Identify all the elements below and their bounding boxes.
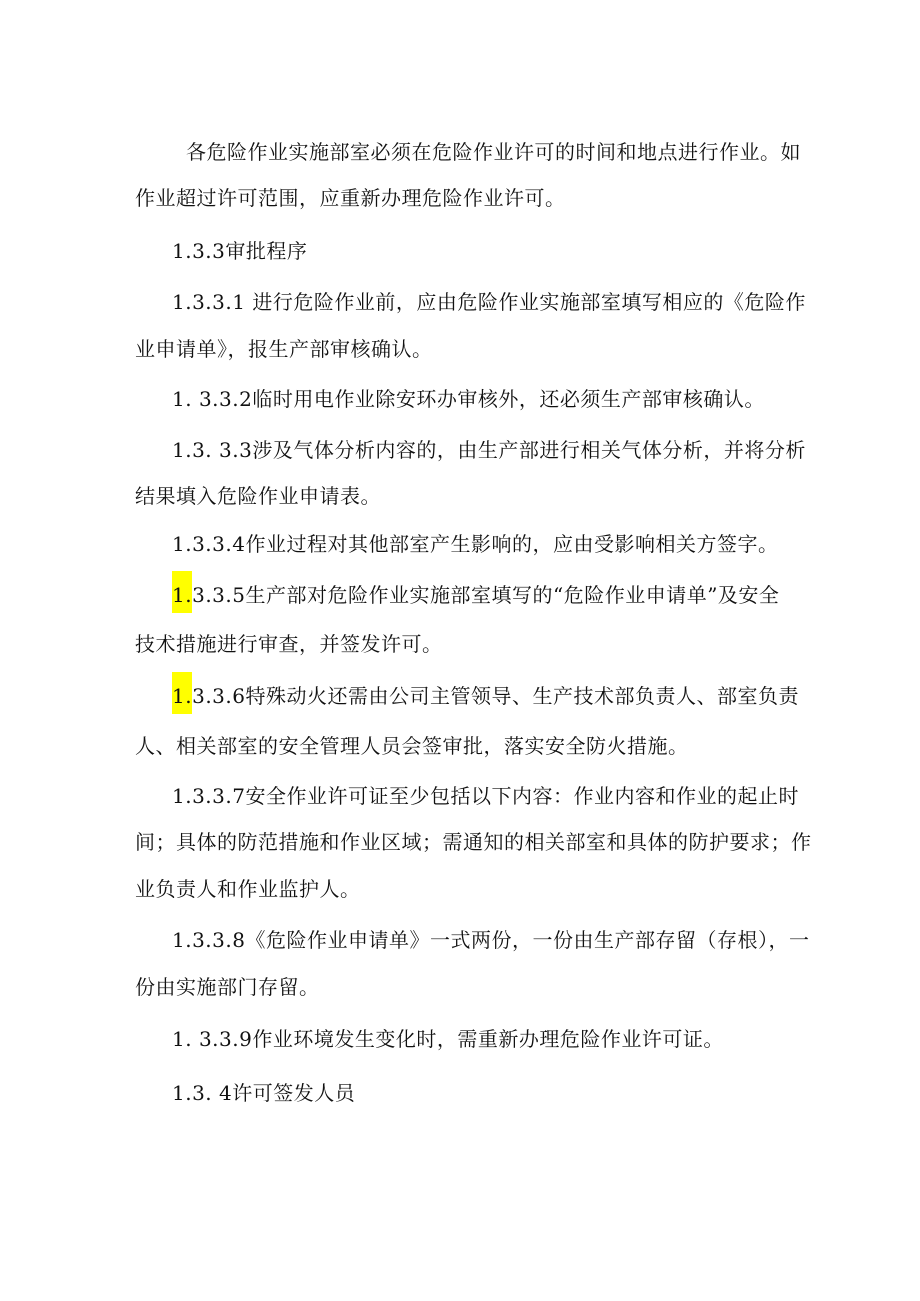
item-1-3-3-4: 1.3.3.4作业过程对其他部室产生影响的，应由受影响相关方签字。 xyxy=(172,532,779,556)
item-1-3-3-1-line-2: 业申请单》，报生产部审核确认。 xyxy=(135,337,433,361)
paragraph-line-1: 各危险作业实施部室必须在危险作业许可的时间和地点进行作业。如 xyxy=(186,140,801,164)
highlighted-text-marker: 1. xyxy=(172,672,192,714)
item-1-3-3-5-line-2: 技术措施进行审查，并签发许可。 xyxy=(135,632,443,656)
item-1-3-3-1-line-1: 1.3.3.1 进行危险作业前，应由危险作业实施部室填写相应的《危险作 xyxy=(172,290,806,314)
item-1-3-3-6-text: 3.3.6特殊动火还需由公司主管领导、生产技术部负责人、部室负责 xyxy=(192,684,799,708)
paragraph-line-2: 作业超过许可范围，应重新办理危险作业许可。 xyxy=(135,186,566,210)
highlighted-text-marker: 1. xyxy=(172,571,192,613)
item-1-3-3-9: 1. 3.3.9作业环境发生变化时，需重新办理危险作业许可证。 xyxy=(172,1027,724,1051)
item-1-3-3-8-line-2: 份由实施部门存留。 xyxy=(135,975,320,999)
item-1-3-3-5-text: 3.3.5生产部对危险作业实施部室填写的“危险作业申请单”及安全 xyxy=(192,583,780,607)
item-1-3-3-6-line-1 xyxy=(172,683,799,709)
section-heading-1-3-4: 1.3. 4许可签发人员 xyxy=(172,1081,356,1105)
item-1-3-3-6-line-2: 人、相关部室的安全管理人员会签审批，落实安全防火措施。 xyxy=(135,734,689,758)
item-1-3-3-3-line-2: 结果填入危险作业申请表。 xyxy=(135,484,381,508)
item-1-3-3-7-line-1: 1.3.3.7安全作业许可证至少包括以下内容：作业内容和作业的起止时 xyxy=(172,784,799,808)
item-1-3-3-8-line-1: 1.3.3.8《危险作业申请单》一式两份，一份由生产部存留（存根），一 xyxy=(172,928,810,952)
item-1-3-3-7-line-2: 间；具体的防范措施和作业区域；需通知的相关部室和具体的防护要求；作 xyxy=(135,830,812,854)
item-1-3-3-3-line-1: 1.3. 3.3涉及气体分析内容的，由生产部进行相关气体分析，并将分析 xyxy=(172,438,806,462)
item-1-3-3-7-line-3: 业负责人和作业监护人。 xyxy=(135,877,361,901)
item-1-3-3-2: 1. 3.3.2临时用电作业除安环办审核外，还必须生产部审核确认。 xyxy=(172,387,765,411)
item-1-3-3-5-line-1 xyxy=(172,582,779,608)
section-heading-1-3-3: 1.3.3审批程序 xyxy=(172,239,308,263)
